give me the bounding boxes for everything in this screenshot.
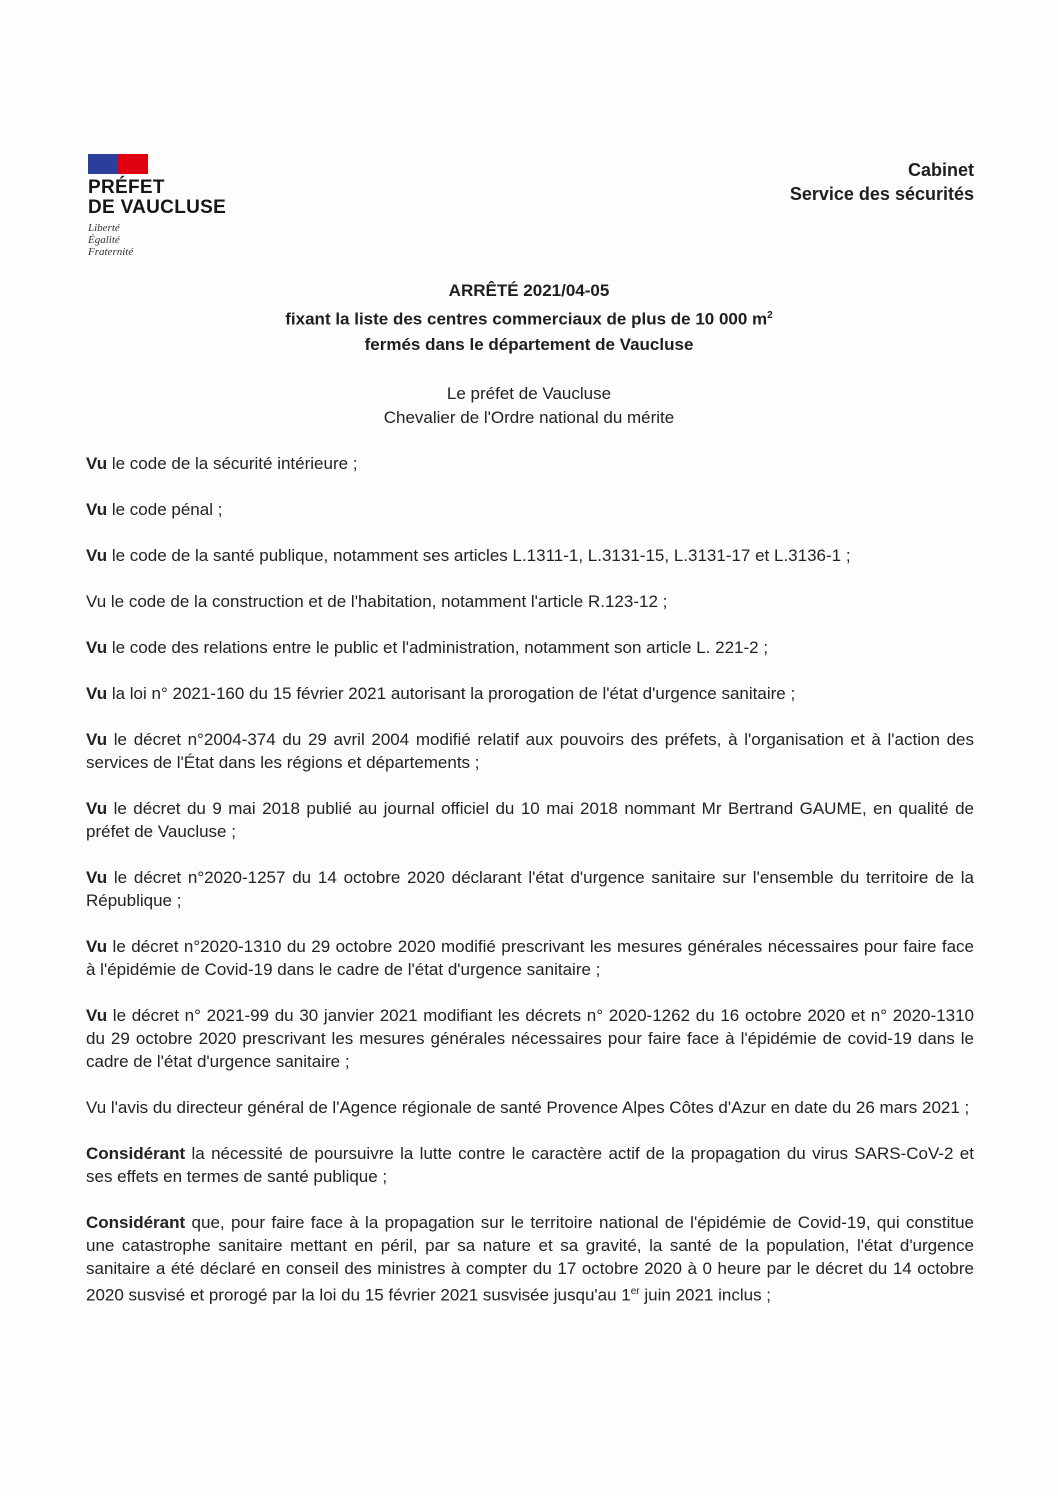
flag-icon bbox=[88, 154, 148, 174]
service-securites: Service des sécurités bbox=[789, 184, 974, 204]
paragraph: Vu la loi n° 2021-160 du 15 février 2021 autorisant la prorogation de l'état d'urgence sanitaire ; bbox=[86, 684, 796, 703]
decree-title bbox=[0, 278, 1058, 357]
paragraph: Vu le décret n°2020-1257 du 14 octobre 2020 déclarant l'état d'urgence sanitaire sur l'ensemble du territoire de la République ; bbox=[86, 868, 974, 910]
paragraph: Vu le code de la santé publique, notamment ses articles L.1311-1, L.3131-15, L.3131-17 et L.3136-1 ; bbox=[86, 546, 851, 565]
motto-egalite: Égalité bbox=[88, 234, 120, 246]
motto-fraternite: Fraternité bbox=[88, 246, 134, 258]
logo-line-2: DE VAUCLUSE bbox=[88, 197, 227, 218]
authority-ordre: Chevalier de l'Ordre national du mérite bbox=[383, 408, 675, 427]
document-body bbox=[86, 452, 974, 1330]
paragraph: Vu le décret n°2020-1310 du 29 octobre 2020 modifié prescrivant les mesures générales nécessaires pour faire face à l'épidémie de Covid-19 dans le cadre de l'état d'urgence sanitaire ; bbox=[86, 937, 974, 979]
authority-block bbox=[0, 382, 1058, 430]
paragraph: Vu le code des relations entre le public et l'administration, notamment son article L. 221-2 ; bbox=[86, 638, 769, 657]
prefecture-logo bbox=[88, 154, 288, 258]
decree-subject-2: fermés dans le département de Vaucluse bbox=[364, 334, 694, 354]
paragraph: Vu l'avis du directeur général de l'Agence régionale de santé Provence Alpes Côtes d'Azur en date du 26 mars 2021 ; bbox=[86, 1098, 970, 1117]
paragraph: Considérant la nécessité de poursuivre la lutte contre le caractère actif de la propagation du virus SARS-CoV-2 et ses effets en termes de santé publique ; bbox=[86, 1144, 974, 1186]
service-cabinet: Cabinet bbox=[907, 160, 974, 180]
paragraph: Vu le décret n° 2021-99 du 30 janvier 2021 modifiant les décrets n° 2020-1262 du 16 octobre 2020 et n° 2020-1310 du 29 octobre 2020 prescrivant les mesures générales nécessaires pour faire face à l'épidémie de covid-19 dans le cadre de l'état d'urgence sanitaire ; bbox=[86, 1006, 974, 1071]
motto-liberte: Liberté bbox=[88, 222, 120, 234]
decree-number: ARRÊTÉ 2021/04-05 bbox=[448, 281, 610, 300]
paragraph: Vu le décret n°2004-374 du 29 avril 2004 modifié relatif aux pouvoirs des préfets, à l'organisation et à l'action des services de l'État dans les régions et départements ; bbox=[86, 730, 974, 772]
logo-line-1: PRÉFET bbox=[88, 177, 165, 198]
motto bbox=[88, 222, 288, 258]
authority-prefet: Le préfet de Vaucluse bbox=[446, 384, 612, 403]
paragraph: Vu le code pénal ; bbox=[86, 500, 223, 519]
paragraph: Vu le décret du 9 mai 2018 publié au journal officiel du 10 mai 2018 nommant Mr Bertrand GAUME, en qualité de préfet de Vaucluse ; bbox=[86, 799, 974, 841]
paragraph: Vu le code de la sécurité intérieure ; bbox=[86, 454, 358, 473]
service-header bbox=[790, 158, 974, 206]
paragraph: Considérant que, pour faire face à la propagation sur le territoire national de l'épidémie de Covid-19, qui constitue une catastrophe sanitaire mettant en péril, par sa nature et sa gravité, la santé de la population, l'état d'urgence sanitaire a été déclaré en conseil des ministres à compter du 17 octobre 2020 à 0 heure par le décret du 14 octobre 2020 susvisé et prorogé par la loi du 15 février 2021 susvisée jusqu'au 1er juin 2021 inclus ; bbox=[86, 1213, 974, 1305]
paragraph: Vu le code de la construction et de l'habitation, notamment l'article R.123-12 ; bbox=[86, 592, 668, 611]
decree-subject-1: fixant la liste des centres commerciaux de plus de 10 000 $m^2$ bbox=[285, 309, 773, 329]
